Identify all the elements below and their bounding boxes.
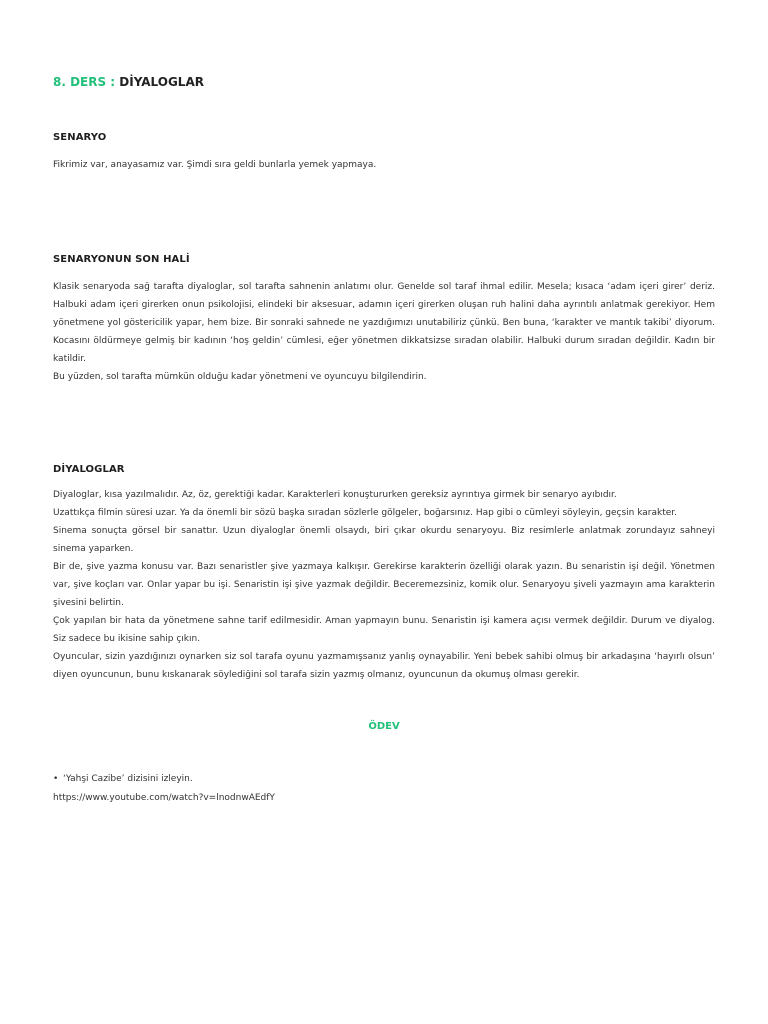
section-heading-son-hali: SENARYONUN SON HALİ <box>53 254 190 265</box>
paragraph: Sinema sonuçta görsel bir sanattır. Uzun diyaloglar önemli olsaydı, biri çıkar okurdu senaryoyu. Biz resimlerle anlatmak zorundayız sahneyi sinema yaparken. <box>53 526 715 554</box>
page-title <box>53 75 204 89</box>
paragraph: Fikrimiz var, anayasamız var. Şimdi sıra geldi bunlarla yemek yapmaya. <box>53 160 377 170</box>
section-heading-senaryo: SENARYO <box>53 132 107 143</box>
homework-link[interactable]: https://www.youtube.com/watch?v=lnodnwAEdfY <box>53 793 275 803</box>
section-heading-diyaloglar: DİYALOGLAR <box>53 464 125 475</box>
paragraph: Uzattıkça filmin süresi uzar. Ya da önemli bir sözü başka sıradan sözlerle gölgeler, boğarsınız. Hap gibi o cümleyi söyleyin, geçsin karakter. <box>53 508 678 518</box>
title-prefix: 8. DERS : <box>53 75 120 89</box>
paragraph: Klasik senaryoda sağ tarafta diyaloglar, sol tarafta sahnenin anlatımı olur. Genelde sol taraf ihmal edilir. Mesela; kısaca ‘adam içeri girer’ deriz. Halbuki adam içeri girerken onun psikolojisi, elindeki bir aksesuar, adamın içeri girerken oluşan ruh halini daha ayrıntılı anlatmak gerekiyor. Hem yönetmene yol göstericilik yapar, hem bize. Bir sonraki sahnede ne yazdığımızı unutabiliriz çünkü. Ben buna, ‘karakter ve mantık takibi’ diyorum. Kocasını öldürmeye gelmiş bir kadının ‘hoş geldin’ cümlesi, eğer yönetmen dikkatsizse sıradan olabilir. Halbuki durum sıradan değildir. Kadın bir katildir. <box>53 282 715 364</box>
paragraph: Diyaloglar, kısa yazılmalıdır. Az, öz, gerektiği kadar. Karakterleri konuştururken gereksiz ayrıntıya girmek bir senaryo ayıbıdır. <box>53 490 617 500</box>
section-body-diyaloglar <box>53 486 715 684</box>
title-main: DİYALOGLAR <box>119 75 204 89</box>
section-heading-odev: ÖDEV <box>368 721 400 732</box>
list-item <box>53 770 193 788</box>
section-body-senaryo <box>53 156 715 174</box>
bullet-icon: • <box>53 774 59 784</box>
paragraph: Oyuncular, sizin yazdığınızı oynarken siz sol tarafa oyunu yazmamışsanız yanlış oynayabilir. Yeni bebek sahibi olmuş bir arkadaşına ‘hayırlı olsun’ diyen oyuncunun, bunu kıskanarak söylediğini sol tarafa sizin yazmış olmanız, oyuncunun da okumuş olması gerekir. <box>53 652 715 680</box>
paragraph: Bir de, şive yazma konusu var. Bazı senaristler şive yazmaya kalkışır. Gerekirse karakterin özelliği olarak yazın. Bu senaristin işi değil. Yönetmen var, şive koçları var. Onlar yapar bu işi. Senaristin işi şive yazmak değildir. Beceremezsiniz, komik olur. Senaryoyu şiveli yazmayın ama karakterin şivesini belirtin. <box>53 562 715 608</box>
list-item-text: ‘Yahşi Cazibe’ dizisini izleyin. <box>63 774 193 784</box>
section-body-son-hali <box>53 278 715 386</box>
paragraph: Çok yapılan bir hata da yönetmene sahne tarif edilmesidir. Aman yapmayın bunu. Senaristin işi kamera açısı vermek değildir. Durum ve diyalog. Siz sadece bu ikisine sahip çıkın. <box>53 616 715 644</box>
homework-list <box>53 770 193 788</box>
paragraph: Bu yüzden, sol tarafta mümkün olduğu kadar yönetmeni ve oyuncuyu bilgilendirin. <box>53 372 427 382</box>
